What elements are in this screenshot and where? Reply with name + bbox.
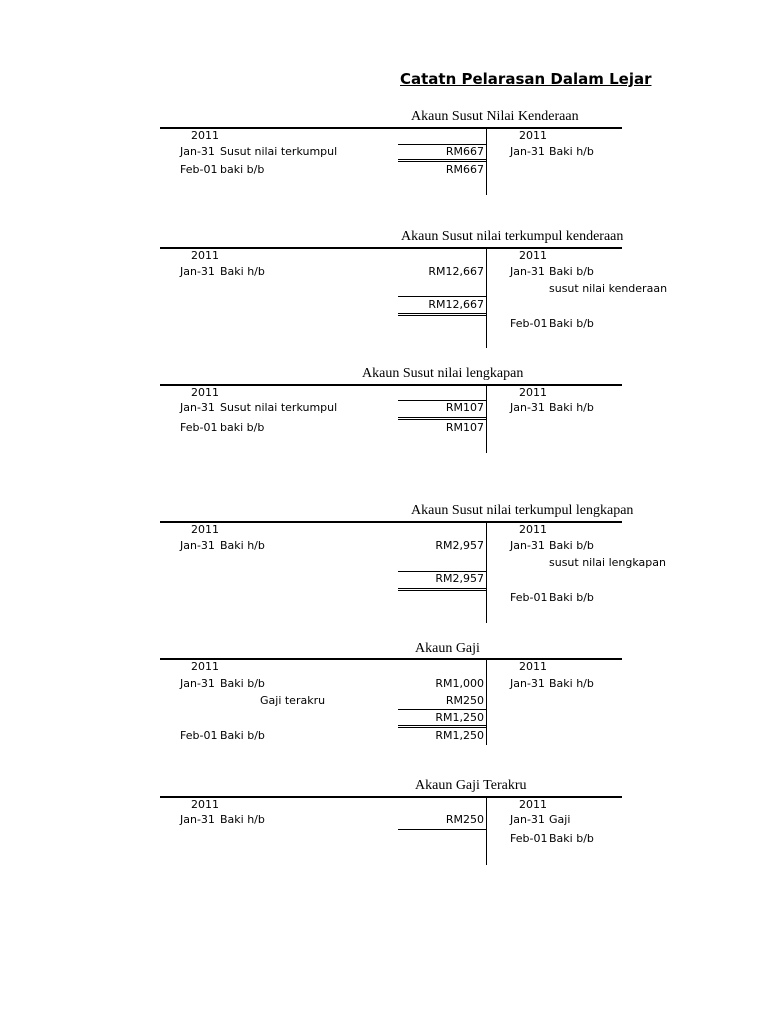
credit-description: Baki b/b bbox=[549, 832, 594, 845]
credit-year: 2011 bbox=[519, 798, 547, 811]
debit-amount: RM667 bbox=[445, 145, 484, 158]
credit-description: Gaji bbox=[549, 813, 571, 826]
debit-date: Jan-31 bbox=[180, 265, 215, 278]
debit-amount: RM667 bbox=[445, 163, 484, 176]
single-total-rule bbox=[398, 296, 486, 297]
debit-amount: RM2,957 bbox=[435, 572, 484, 585]
debit-description: Gaji terakru bbox=[260, 694, 326, 707]
debit-year: 2011 bbox=[191, 798, 219, 811]
account-header-rule bbox=[160, 247, 622, 249]
page-title: Catatn Pelarasan Dalam Lejar bbox=[400, 70, 652, 88]
debit-description: Baki h/b bbox=[220, 265, 265, 278]
account-title: Akaun Susut nilai lengkapan bbox=[362, 366, 524, 381]
credit-date: Jan-31 bbox=[510, 677, 545, 690]
debit-date: Jan-31 bbox=[180, 813, 215, 826]
account-divider bbox=[486, 384, 487, 453]
account-divider bbox=[486, 247, 487, 348]
debit-date: Feb-01 bbox=[180, 421, 218, 434]
account-title: Akaun Susut nilai terkumpul lengkapan bbox=[411, 503, 634, 518]
debit-description: Susut nilai terkumpul bbox=[220, 401, 338, 414]
debit-amount: RM107 bbox=[445, 421, 484, 434]
debit-date: Jan-31 bbox=[180, 145, 215, 158]
debit-date: Jan-31 bbox=[180, 401, 215, 414]
credit-description: Baki b/b bbox=[549, 265, 594, 278]
credit-description: susut nilai kenderaan bbox=[549, 282, 668, 295]
debit-amount: RM12,667 bbox=[428, 298, 484, 311]
account-divider bbox=[486, 658, 487, 745]
single-total-rule bbox=[398, 400, 486, 401]
credit-year: 2011 bbox=[519, 129, 547, 142]
double-total-rule bbox=[398, 417, 486, 420]
credit-year: 2011 bbox=[519, 660, 547, 673]
debit-date: Jan-31 bbox=[180, 677, 215, 690]
single-total-rule bbox=[398, 144, 486, 145]
account-divider bbox=[486, 796, 487, 865]
debit-amount: RM12,667 bbox=[428, 265, 484, 278]
account-header-rule bbox=[160, 521, 622, 523]
debit-description: baki b/b bbox=[220, 421, 265, 434]
debit-amount: RM250 bbox=[445, 813, 484, 826]
debit-description: Baki b/b bbox=[220, 677, 265, 690]
account-title: Akaun Gaji bbox=[415, 641, 480, 656]
debit-amount: RM1,250 bbox=[435, 729, 484, 742]
account-header-rule bbox=[160, 658, 622, 660]
double-total-rule bbox=[398, 588, 486, 591]
debit-description: baki b/b bbox=[220, 163, 265, 176]
debit-year: 2011 bbox=[191, 249, 219, 262]
credit-description: Baki h/b bbox=[549, 145, 594, 158]
credit-description: susut nilai lengkapan bbox=[549, 556, 666, 569]
credit-date: Feb-01 bbox=[510, 832, 548, 845]
credit-year: 2011 bbox=[519, 249, 547, 262]
debit-amount: RM1,000 bbox=[435, 677, 484, 690]
account-header-rule bbox=[160, 384, 622, 386]
debit-year: 2011 bbox=[191, 386, 219, 399]
single-total-rule bbox=[398, 829, 486, 830]
debit-amount: RM250 bbox=[445, 694, 484, 707]
account-header-rule bbox=[160, 796, 622, 798]
debit-amount: RM2,957 bbox=[435, 539, 484, 552]
credit-date: Jan-31 bbox=[510, 539, 545, 552]
debit-year: 2011 bbox=[191, 660, 219, 673]
double-total-rule bbox=[398, 159, 486, 162]
debit-amount: RM1,250 bbox=[435, 711, 484, 724]
account-title: Akaun Gaji Terakru bbox=[415, 778, 527, 793]
credit-date: Jan-31 bbox=[510, 813, 545, 826]
credit-description: Baki b/b bbox=[549, 539, 594, 552]
credit-date: Jan-31 bbox=[510, 265, 545, 278]
debit-date: Feb-01 bbox=[180, 729, 218, 742]
credit-description: Baki b/b bbox=[549, 591, 594, 604]
credit-date: Feb-01 bbox=[510, 591, 548, 604]
credit-description: Baki h/b bbox=[549, 401, 594, 414]
single-total-rule bbox=[398, 571, 486, 572]
credit-description: Baki b/b bbox=[549, 317, 594, 330]
account-divider bbox=[486, 521, 487, 623]
account-divider bbox=[486, 127, 487, 195]
debit-amount: RM107 bbox=[445, 401, 484, 414]
debit-date: Feb-01 bbox=[180, 163, 218, 176]
double-total-rule bbox=[398, 313, 486, 316]
credit-year: 2011 bbox=[519, 386, 547, 399]
debit-description: Baki h/b bbox=[220, 813, 265, 826]
account-title: Akaun Susut Nilai Kenderaan bbox=[411, 109, 579, 124]
account-title: Akaun Susut nilai terkumpul kenderaan bbox=[401, 229, 624, 244]
debit-description: Baki b/b bbox=[220, 729, 265, 742]
credit-description: Baki h/b bbox=[549, 677, 594, 690]
debit-year: 2011 bbox=[191, 129, 219, 142]
credit-date: Jan-31 bbox=[510, 145, 545, 158]
credit-year: 2011 bbox=[519, 523, 547, 536]
double-total-rule bbox=[398, 725, 486, 728]
single-total-rule bbox=[398, 709, 486, 710]
account-header-rule bbox=[160, 127, 622, 129]
debit-description: Susut nilai terkumpul bbox=[220, 145, 338, 158]
debit-year: 2011 bbox=[191, 523, 219, 536]
credit-date: Jan-31 bbox=[510, 401, 545, 414]
debit-date: Jan-31 bbox=[180, 539, 215, 552]
credit-date: Feb-01 bbox=[510, 317, 548, 330]
debit-description: Baki h/b bbox=[220, 539, 265, 552]
